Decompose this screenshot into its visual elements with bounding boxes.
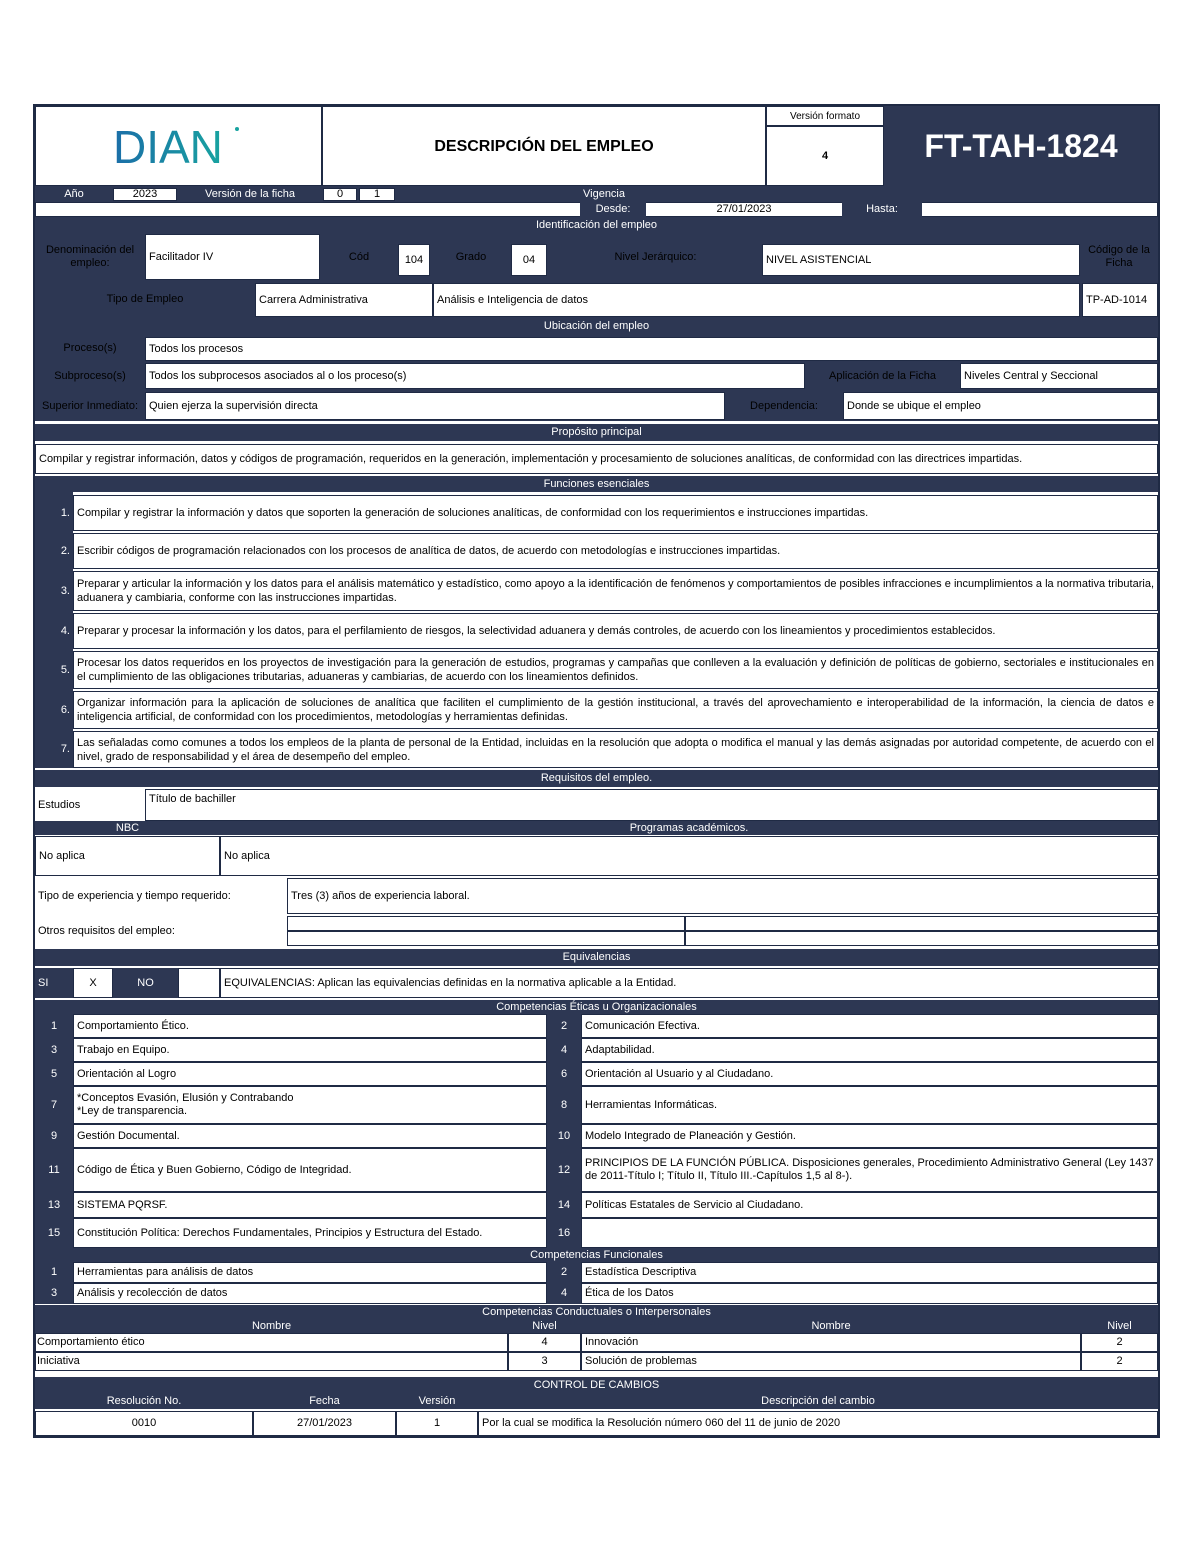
dian-logo (35, 106, 322, 186)
resolucion-value: 0010 (35, 1411, 253, 1436)
ubicacion-section-title: Ubicación del empleo (35, 318, 1158, 335)
competencia-number: 8 (547, 1086, 581, 1124)
competencia-funcional-number: 4 (547, 1283, 581, 1304)
competencia-funcional-text: Análisis y recolección de datos (73, 1283, 547, 1304)
version-ficha-label: Versión de la ficha (205, 187, 295, 200)
procesos-value: Todos los procesos (145, 337, 1158, 361)
dependencia-value: Donde se ubique el empleo (843, 392, 1158, 420)
funcion-number: 2. (60, 544, 70, 557)
descripcion-header: Descripción del cambio (478, 1393, 1158, 1409)
conductual-nombre: Solución de problemas (581, 1352, 1081, 1371)
page-title: DESCRIPCIÓN DEL EMPLEO (322, 106, 766, 186)
control-section-title: CONTROL DE CAMBIOS (35, 1377, 1158, 1393)
nivel-value: NIVEL ASISTENCIAL (762, 244, 1080, 276)
fecha-value: 27/01/2023 (253, 1411, 396, 1436)
identificacion-section-title: Identificación del empleo (35, 217, 1158, 234)
tipo-empleo-label: Tipo de Empleo (106, 292, 184, 305)
job-description-sheet (33, 104, 1160, 1438)
codigo-ficha-value: TP-AD-1014 (1082, 283, 1158, 317)
funcion-text: Preparar y articular la información y los datos para el análisis matemático y estadístico, como apoyo a la identificación de fenómenos y comportamientos de posibles infracciones e incumplimientos a la normativa tributaria, aduanera y cambiaria, conforme con las instrucciones impartidas. (73, 571, 1158, 611)
version-ficha-a: 0 (323, 188, 357, 201)
competencia-text (581, 1218, 1158, 1248)
superior-label: Superior Inmediato: (42, 399, 138, 412)
anio-value: 2023 (113, 188, 177, 201)
funcion-text: Organizar información para la aplicación de soluciones de analítica que faciliten el cumplimiento de la gestión institucional, a través del aprovechamiento e interoperabilidad de la información, la ciencia de datos e inteligencia artificial, de conformidad con los procedimientos, metodologías y herramientas definidas. (73, 691, 1158, 729)
otros-cell (685, 916, 1158, 931)
dependencia-label: Dependencia: (750, 399, 818, 412)
area-value: Análisis e Inteligencia de datos (433, 283, 1080, 317)
format-code: FT-TAH-1824 (884, 106, 1158, 186)
funcion-text: Preparar y procesar la información y los datos, para el perfilamiento de riesgos, la selectividad aduanera y demás controles, de acuerdo con los lineamientos y procedimientos establecidos. (73, 613, 1158, 649)
funcion-number: 1. (60, 506, 70, 519)
aplicacion-label: Aplicación de la Ficha (828, 369, 936, 382)
desde-value: 27/01/2023 (716, 203, 772, 215)
competencia-number: 4 (547, 1038, 581, 1062)
competencia-funcional-number: 3 (35, 1283, 73, 1304)
competencia-text: Orientación al Usuario y al Ciudadano. (581, 1062, 1158, 1086)
otros-cell (287, 916, 685, 931)
version-formato-value: 4 (766, 126, 884, 186)
competencia-number: 13 (35, 1192, 73, 1218)
conductual-nivel: 3 (508, 1352, 581, 1371)
conductual-nivel: 2 (1081, 1333, 1158, 1352)
competencia-number: 1 (35, 1014, 73, 1038)
descripcion-value: Por la cual se modifica la Resolución número 060 del 11 de junio de 2020 (478, 1411, 1158, 1436)
funcion-text: Escribir códigos de programación relacionados con los procesos de analítica de datos, de acuerdo con metodologías e instrucciones impartidas. (73, 533, 1158, 569)
procesos-label: Proceso(s) (63, 341, 117, 354)
dian-logo-icon (109, 123, 249, 169)
nbc-value: No aplica (35, 836, 220, 876)
funcion-number: 6. (60, 703, 70, 716)
competencia-text: Políticas Estatales de Servicio al Ciudadano. (581, 1192, 1158, 1218)
competencia-number: 16 (547, 1218, 581, 1248)
competencia-funcional-text: Herramientas para análisis de datos (73, 1262, 547, 1283)
competencia-number: 2 (547, 1014, 581, 1038)
resolucion-header: Resolución No. (35, 1393, 253, 1409)
funcion-number: 7. (60, 743, 70, 755)
competencia-number: 11 (35, 1148, 73, 1192)
nombre-header: Nombre (581, 1319, 1081, 1333)
conductual-nivel: 2 (1081, 1352, 1158, 1371)
competencia-text: SISTEMA PQRSF. (73, 1192, 547, 1218)
competencia-text: Gestión Documental. (73, 1124, 547, 1148)
aplicacion-value: Niveles Central y Seccional (960, 363, 1158, 389)
version-header: Versión (396, 1393, 478, 1409)
funciones-section-title: Funciones esenciales (35, 476, 1158, 492)
competencia-text: Herramientas Informáticas. (581, 1086, 1158, 1124)
nbc-label: NBC (35, 821, 220, 835)
competencia-text: Comportamiento Ético. (73, 1014, 547, 1038)
otros-cell (685, 931, 1158, 946)
subprocesos-label: Subproceso(s) (54, 369, 126, 382)
funcion-number: 5. (60, 663, 70, 676)
competencia-number: 6 (547, 1062, 581, 1086)
vigencia-label: Vigencia (583, 187, 625, 200)
nombre-header: Nombre (35, 1319, 508, 1333)
competencia-text: Código de Ética y Buen Gobierno, Código de Integridad. (73, 1148, 547, 1192)
competencia-number: 7 (35, 1086, 73, 1124)
competencia-text: Modelo Integrado de Planeación y Gestión. (581, 1124, 1158, 1148)
competencia-number: 14 (547, 1192, 581, 1218)
si-value: X (73, 968, 113, 998)
conductual-nivel: 4 (508, 1333, 581, 1352)
superior-value: Quien ejerza la supervisión directa (145, 392, 725, 420)
funcion-number: 3. (60, 584, 70, 597)
hasta-label: Hasta: (842, 202, 922, 217)
anio-label: Año (64, 187, 84, 200)
funcion-number: 4. (60, 624, 70, 637)
fecha-header: Fecha (253, 1393, 396, 1409)
competencia-number: 12 (547, 1148, 581, 1192)
competencia-text: Constitución Política: Derechos Fundamentales, Principios y Estructura del Estado. (73, 1218, 547, 1248)
no-label: NO (113, 968, 178, 998)
subprocesos-value: Todos los subprocesos asociados al o los proceso(s) (145, 363, 805, 389)
competencias-funcionales-section-title: Competencias Funcionales (35, 1248, 1158, 1262)
competencias-conductuales-section-title: Competencias Conductuales o Interpersonales (35, 1305, 1158, 1319)
version-ficha-b: 1 (359, 188, 395, 201)
competencias-eticas-section-title: Competencias Éticas u Organizacionales (35, 1000, 1158, 1014)
competencia-number: 15 (35, 1218, 73, 1248)
equivalencias-section-title: Equivalencias (35, 949, 1158, 966)
denominacion-value: Facilitador IV (145, 234, 320, 280)
si-label: SI (35, 968, 73, 998)
estudios-label: Estudios (38, 798, 81, 811)
competencia-text: Comunicación Efectiva. (581, 1014, 1158, 1038)
competencia-funcional-text: Ética de los Datos (581, 1283, 1158, 1304)
desde-label: Desde: (580, 202, 646, 217)
competencia-text: Adaptabilidad. (581, 1038, 1158, 1062)
cod-value: 104 (398, 244, 430, 276)
competencia-funcional-text: Estadística Descriptiva (581, 1262, 1158, 1283)
nivel-header: Nivel (508, 1319, 581, 1333)
competencia-number: 9 (35, 1124, 73, 1148)
nivel-header: Nivel (1081, 1319, 1158, 1333)
competencia-text: *Conceptos Evasión, Elusión y Contrabando *Ley de transparencia. (73, 1086, 547, 1124)
conductual-nombre: Iniciativa (35, 1352, 508, 1371)
denominacion-label: Denominación del empleo: (45, 244, 135, 269)
competencia-number: 3 (35, 1038, 73, 1062)
proposito-text: Compilar y registrar información, datos y códigos de programación, requeridos en la generación, implementación y procesamiento de soluciones analíticas, de conformidad con las directrices impartidas. (35, 444, 1158, 474)
otros-cell (287, 931, 685, 946)
programas-label: Programas académicos. (220, 821, 1158, 835)
cod-label: Cód (348, 250, 370, 263)
no-value (178, 968, 220, 998)
svg-text:DIAN: DIAN (112, 123, 223, 169)
competencia-funcional-number: 1 (35, 1262, 73, 1283)
funcion-text: Compilar y registrar la información y datos que soporten la generación de soluciones analíticas, de conformidad con los requerimientos e instrucciones impartidas. (73, 495, 1158, 531)
tipo-empleo-value: Carrera Administrativa (255, 283, 433, 317)
conductual-nombre: Comportamiento ético (35, 1333, 508, 1352)
conductual-nombre: Innovación (581, 1333, 1081, 1352)
competencia-number: 5 (35, 1062, 73, 1086)
equivalencias-text: EQUIVALENCIAS: Aplican las equivalencias definidas en la normativa aplicable a la Entidad. (220, 968, 1158, 998)
competencia-text: Trabajo en Equipo. (73, 1038, 547, 1062)
competencia-text: Orientación al Logro (73, 1062, 547, 1086)
competencia-text: PRINCIPIOS DE LA FUNCIÓN PÚBLICA. Disposiciones generales, Procedimiento Administrativo General (Ley 1437 de 2011-Título I; Título II, Título III.-Capítulos 1,5 al 8-). (581, 1148, 1158, 1192)
version-formato-label: Versión formato (766, 106, 884, 126)
estudios-value: Título de bachiller (145, 789, 1158, 821)
otros-label: Otros requisitos del empleo: (38, 924, 175, 937)
grado-label: Grado (455, 250, 487, 263)
competencia-number: 10 (547, 1124, 581, 1148)
funcion-text: Las señaladas como comunes a todos los empleos de la planta de personal de la Entidad, incluidas en la resolución que adopta o modifica el manual y las demás asignadas por autoridad competente, de acuerdo con el nivel, grado de responsabilidad y el área de desempeño del empleo. (73, 731, 1158, 768)
competencia-funcional-number: 2 (547, 1262, 581, 1283)
nivel-label: Nivel Jerárquico: (614, 250, 697, 263)
programas-value: No aplica (220, 836, 1158, 876)
version-value: 1 (396, 1411, 478, 1436)
experiencia-value: Tres (3) años de experiencia laboral. (287, 878, 1158, 914)
grado-value: 04 (511, 244, 547, 276)
requisitos-section-title: Requisitos del empleo. (35, 770, 1158, 787)
funcion-text: Procesar los datos requeridos en los proyectos de investigación para la generación de estudios, programas y campañas que conlleven a la evaluación y definición de políticas de gobierno, sectoriales e institucionales en el cumplimiento de las obligaciones tributarias, aduaneras y cambiarias, de acuerdo con los lineamientos definidos. (73, 651, 1158, 689)
experiencia-label: Tipo de experiencia y tiempo requerido: (38, 889, 231, 902)
proposito-section-title: Propósito principal (35, 424, 1158, 441)
codigo-ficha-label: Código de la Ficha (1088, 244, 1150, 269)
